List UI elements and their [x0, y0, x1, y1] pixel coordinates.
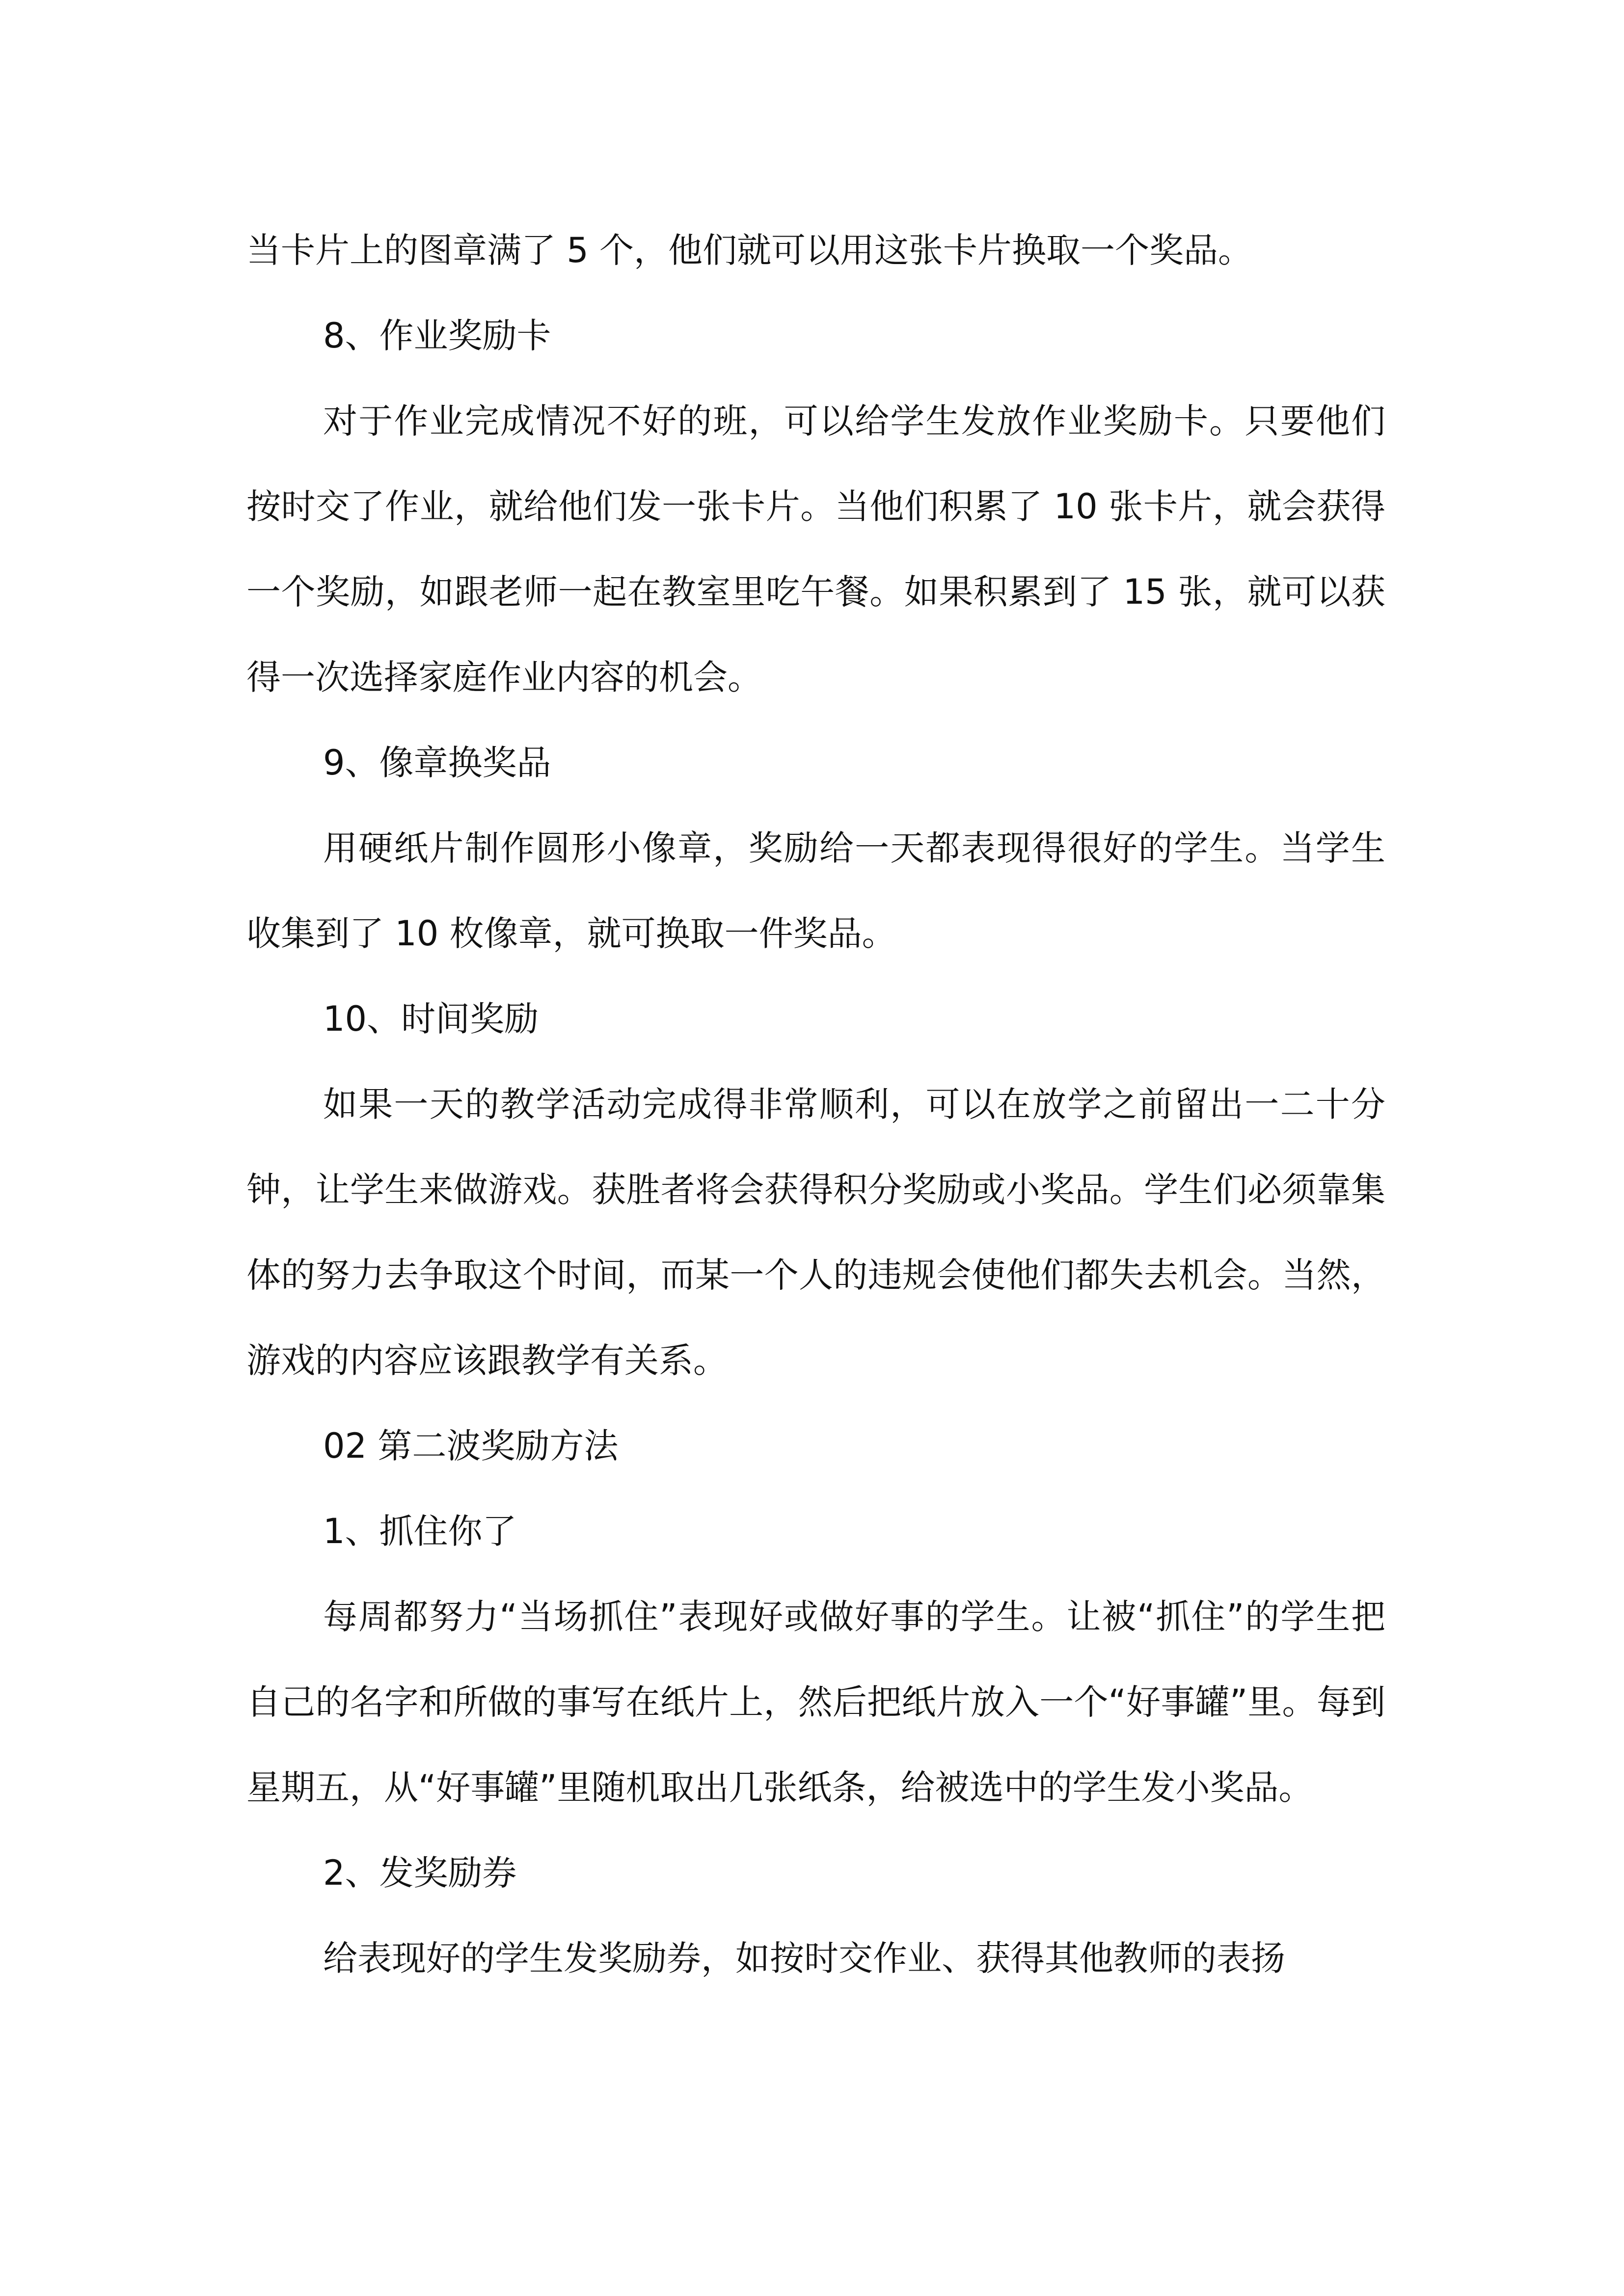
heading-homework-reward-card: 8、作业奖励卡: [323, 316, 551, 356]
heading-caught-you: 1、抓住你了: [323, 1511, 517, 1551]
paragraph-time-reward: 如果一天的教学活动完成得非常顺利，可以在放学之前留出一二十分钟，让学生来做游戏。获胜者将会获得积分奖励或小奖品。学生们必须靠集体的努力去争取这个时间，而某一个人的违规会使他们都失去机会。当然，游戏的内容应该跟教学有关系。: [246, 1084, 1385, 1381]
heading-reward-coupons: 2、发奖励券: [323, 1853, 517, 1893]
paragraph-homework-reward-card: 对于作业完成情况不好的班，可以给学生发放作业奖励卡。只要他们按时交了作业，就给他们发一张卡片。当他们积累了 10 张卡片，就会获得一个奖励，如跟老师一起在教室里吃午餐。如果积累到了 15 张，就可以获得一次选择家庭作业内容的机会。: [246, 401, 1385, 697]
document-body: [246, 208, 1385, 2001]
heading-time-reward: 10、时间奖励: [323, 999, 539, 1039]
paragraph-badge-for-prize: 用硬纸片制作圆形小像章，奖励给一天都表现得很好的学生。当学生收集到了 10 枚像章，就可换取一件奖品。: [246, 828, 1385, 954]
paragraph-caught-you: 每周都努力“当场抓住”表现好或做好事的学生。让被“抓住”的学生把自己的名字和所做的事写在纸片上，然后把纸片放入一个“好事罐”里。每到星期五，从“好事罐”里随机取出几张纸条，给被选中的学生发小奖品。: [246, 1597, 1385, 1808]
heading-second-wave: 02 第二波奖励方法: [323, 1426, 619, 1466]
paragraph-stamp-card-end: 当卡片上的图章满了 5 个，他们就可以用这张卡片换取一个奖品。: [246, 230, 1253, 270]
paragraph-reward-coupons: 给表现好的学生发奖励券，如按时交作业、获得其他教师的表扬: [323, 1938, 1285, 1978]
heading-badge-for-prize: 9、像章换奖品: [323, 743, 551, 783]
